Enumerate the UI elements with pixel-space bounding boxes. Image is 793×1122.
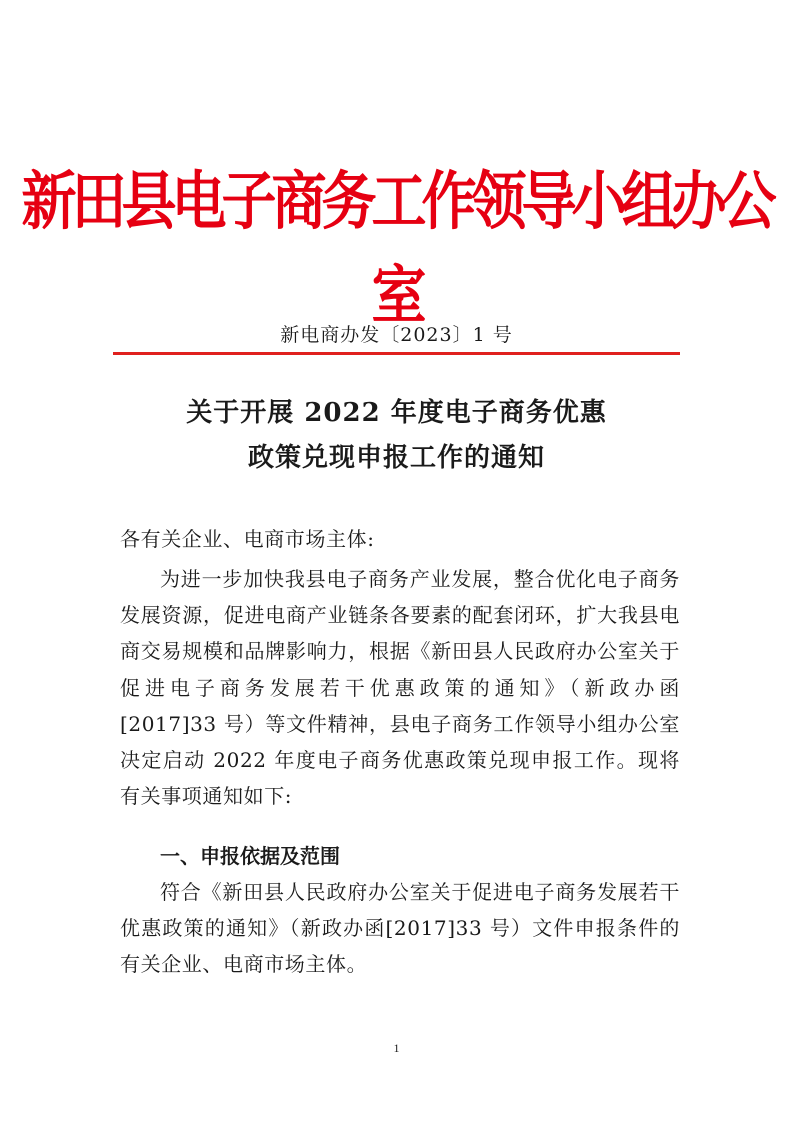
section-heading: 一、申报依据及范围 xyxy=(160,844,340,868)
notice-title-line-2: 政策兑现申报工作的通知 xyxy=(247,443,545,473)
page-number: 1 xyxy=(393,1041,400,1055)
masthead-title: 新田县电子商务工作领导小组办公室 xyxy=(21,163,772,333)
salutation: 各有关企业、电商市场主体: xyxy=(120,527,375,551)
body-paragraph-scope: 符合《新田县人民政府办公室关于促进电子商务发展若干优惠政策的通知》（新政办函[2017]33 号）文件申报条件的有关企业、电商市场主体。 xyxy=(120,880,680,977)
red-divider-line xyxy=(113,352,680,355)
body-paragraph-intro: 为进一步加快我县电子商务产业发展，整合优化电子商务发展资源，促进电商产业链条各要素的配套闭环，扩大我县电商交易规模和品牌影响力，根据《新田县人民政府办公室关于促进电子商务发展若干优惠政策的通知》（新政办函[2017]33 号）等文件精神，县电子商务工作领导小组办公室决定启动 2022 年度电子商务优惠政策兑现申报工作。现将有关事项通知如下: xyxy=(120,567,680,809)
document-number: 新电商办发〔2023〕1 号 xyxy=(280,324,513,346)
notice-title-line-1: 关于开展 2022 年度电子商务优惠 xyxy=(186,398,607,428)
